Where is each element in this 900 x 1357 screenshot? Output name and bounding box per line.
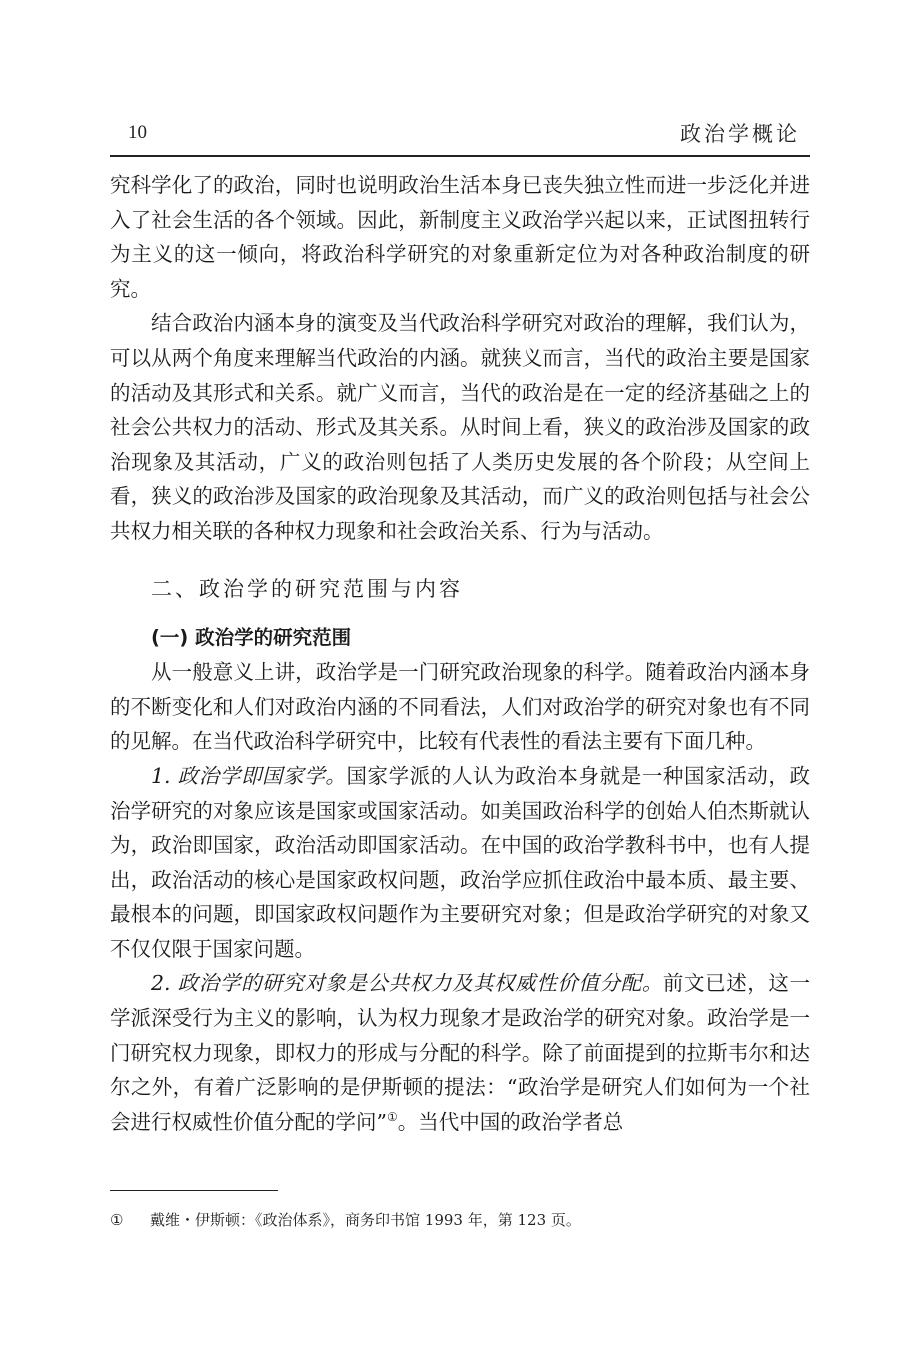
footnote-reference[interactable]: ①	[386, 1110, 398, 1125]
paragraph-continued: 究科学化了的政治，同时也说明政治生活本身已丧失独立性而进一步泛化并进入了社会生活的各个领域。因此，新制度主义政治学兴起以来，正试图扭转行为主义的这一倾向，将政治科学研究的对象重新定位为对各种政治制度的研究。	[110, 173, 810, 301]
page-body	[110, 168, 810, 1139]
paragraph-point-1	[110, 759, 810, 967]
point-heading: 1. 政治学即国家学。	[151, 763, 347, 788]
footnote-text: 戴维・伊斯顿：《政治体系》，商务印书馆 1993 年，第 123 页。	[150, 1211, 581, 1229]
section-heading: 二、政治学的研究范围与内容	[151, 576, 463, 601]
footnote-mark: ①	[110, 1211, 124, 1229]
point-text: 国家学派的人认为政治本身就是一种国家活动，政治学研究的对象应该是国家或国家活动。如美国政治科学的创始人伯杰斯就认为，政治即国家，政治活动即国家活动。在中国的政治学教科书中，也有人提出，政治活动的核心是国家政权问题，政治学应抓住政治中最本质、最主要、最根本的问题，即国家政权问题作为主要研究对象；但是政治学研究的对象又不仅仅限于国家问题。	[110, 763, 810, 961]
page-number: 10	[128, 122, 147, 143]
footnote	[110, 1208, 810, 1232]
header-rule	[110, 155, 810, 157]
paragraph-point-2	[110, 966, 810, 1139]
footnote-rule	[110, 1190, 278, 1191]
subsection-heading: (一) 政治学的研究范围	[151, 625, 352, 649]
paragraph: 结合政治内涵本身的演变及当代政治科学研究对政治的理解，我们认为，可以从两个角度来理解当代政治的内涵。就狭义而言，当代的政治主要是国家的活动及其形式和关系。就广义而言，当代的政治是在一定的经济基础之上的社会公共权力的活动、形式及其关系。从时间上看，狭义的政治涉及国家的政治现象及其活动，广义的政治则包括了人类历史发展的各个阶段；从空间上看，狭义的政治涉及国家的政治现象及其活动，而广义的政治则包括与社会公共权力相关联的各种权力现象和社会政治关系、行为与活动。	[110, 311, 810, 543]
paragraph: 从一般意义上讲，政治学是一门研究政治现象的科学。随着政治内涵本身的不断变化和人们对政治内涵的不同看法，人们对政治学的研究对象也有不同的见解。在当代政治科学研究中，比较有代表性的看法主要有下面几种。	[110, 660, 810, 754]
running-title: 政治学概论	[680, 122, 800, 146]
point-heading: 2. 政治学的研究对象是公共权力及其权威性价值分配。	[151, 971, 663, 996]
point-text-tail: 。当代中国的政治学者总	[397, 1109, 624, 1134]
point-text: 前文已述，这一学派深受行为主义的影响，认为权力现象才是政治学的研究对象。政治学是一门研究权力现象，即权力的形成与分配的科学。除了前面提到的拉斯韦尔和达尔之外，有着广泛影响的是伊斯顿的提法：“政治学是研究人们如何为一个社会进行权威性价值分配的学问”	[110, 971, 811, 1134]
